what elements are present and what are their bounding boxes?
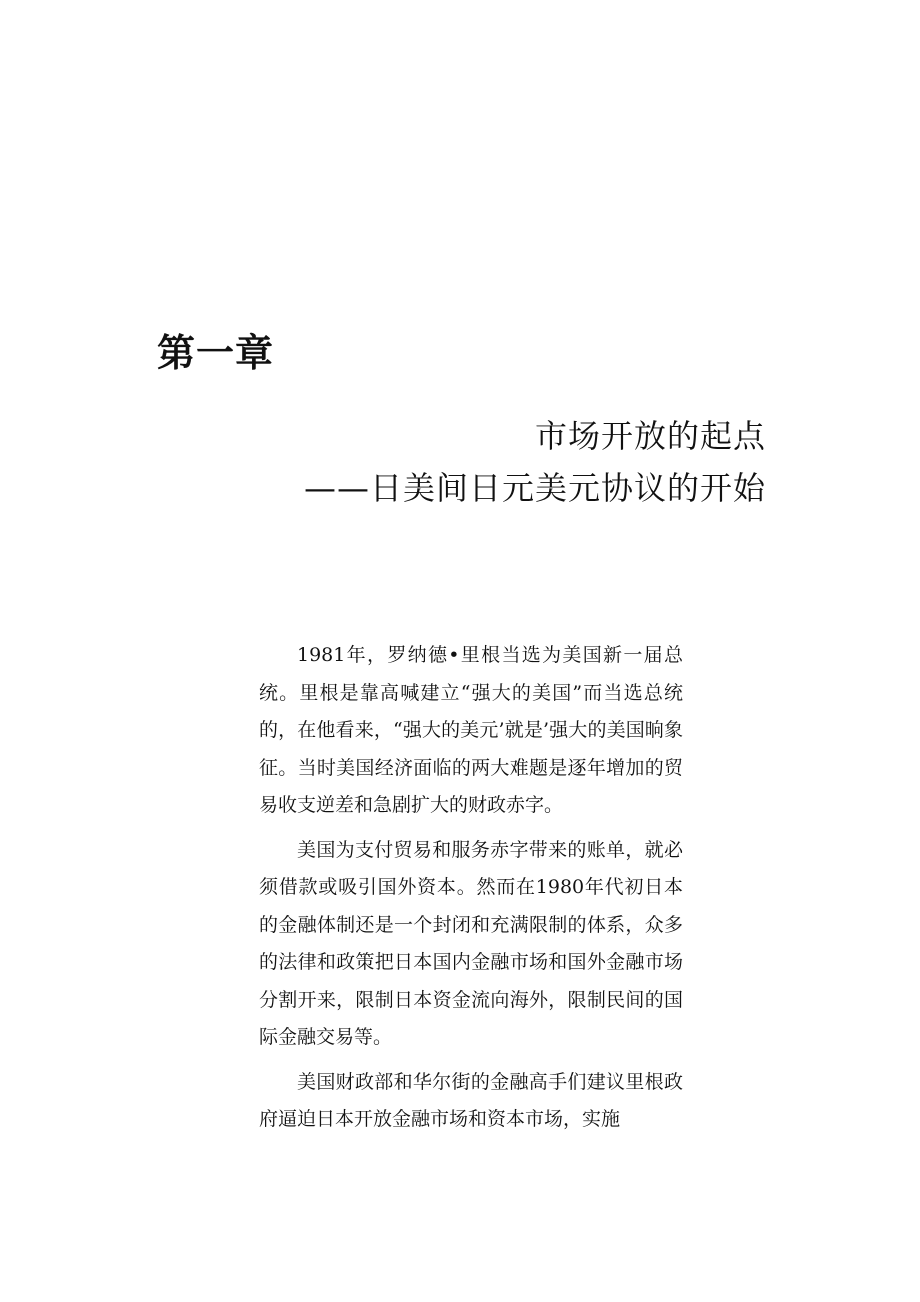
body-text [259,637,683,1146]
chapter-title: 市场开放的起点 [534,417,766,455]
chapter-subtitle: ——日美间日元美元协议的开始 [303,469,766,507]
paragraph: 美国为支付贸易和服务赤字带来的账单，就必须借款或吸引国外资本。然而在1980年代初日本的金融体制还是一个封闭和充满限制的体系，众多的法律和政策把日本国内金融市场和国外金融市场分割开来，限制日本资金流向海外，限制民间的国际金融交易等。 [259,838,683,1048]
chapter-heading: 第一章 [157,331,275,375]
chapter-title-block [304,414,766,518]
paragraph: 1981年，罗纳德•里根当选为美国新一届总统。里根是靠高喊建立“强大的美国”而当选总统的，在他看来，“强大的美元’就是’强大的美国晌象征。当时美国经济面临的两大难题是逐年增加的贸易收支逆差和急剧扩大的财政赤字。 [259,644,683,816]
paragraph: 美国财政部和华尔街的金融高手们建议里根政府逼迫日本开放金融市场和资本市场，实施 [259,1070,683,1130]
